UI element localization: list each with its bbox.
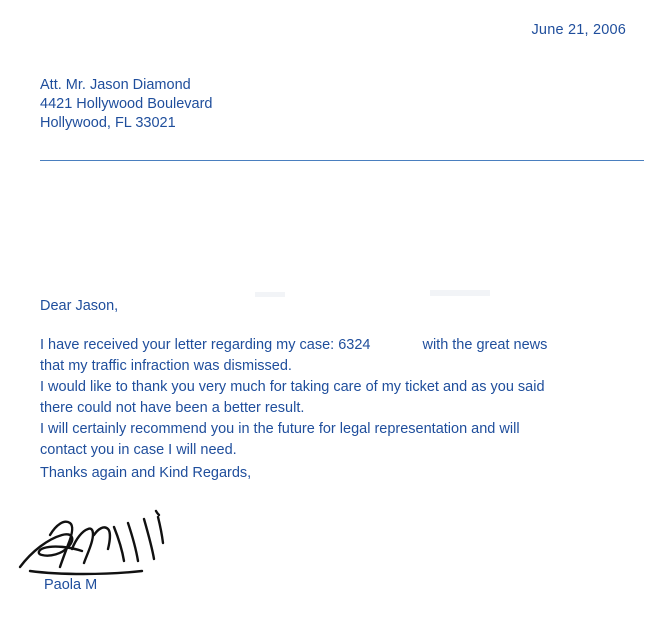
recipient-line-3: Hollywood, FL 33021 bbox=[40, 115, 176, 131]
closing-line: Thanks again and Kind Regards, bbox=[40, 465, 252, 481]
scan-artifact bbox=[255, 292, 285, 297]
salutation: Dear Jason, bbox=[40, 298, 119, 314]
signature-name: Paola M bbox=[44, 577, 98, 593]
handwritten-signature bbox=[10, 505, 190, 580]
body-line-3: I would like to thank you very much for taking care of my ticket and as you said bbox=[40, 379, 545, 395]
recipient-line-2: 4421 Hollywood Boulevard bbox=[40, 96, 213, 112]
recipient-line-1: Att. Mr. Jason Diamond bbox=[40, 77, 191, 93]
body-line-2: that my traffic infraction was dismissed. bbox=[40, 358, 292, 374]
body-line-6: contact you in case I will need. bbox=[40, 442, 237, 458]
body-line-1-part-a: I have received your letter regarding my case: 6324 bbox=[40, 337, 371, 353]
body-line-1 bbox=[40, 335, 640, 356]
scan-artifact bbox=[430, 290, 490, 296]
recipient-address-block bbox=[40, 76, 213, 133]
letter-date: June 21, 2006 bbox=[531, 22, 626, 38]
body-line-5: I will certainly recommend you in the future for legal representation and will bbox=[40, 421, 520, 437]
body-line-4: there could not have been a better result. bbox=[40, 400, 305, 416]
body-line-1-part-b: with the great news bbox=[422, 337, 548, 353]
letter-body bbox=[40, 335, 640, 461]
horizontal-divider bbox=[40, 160, 644, 161]
